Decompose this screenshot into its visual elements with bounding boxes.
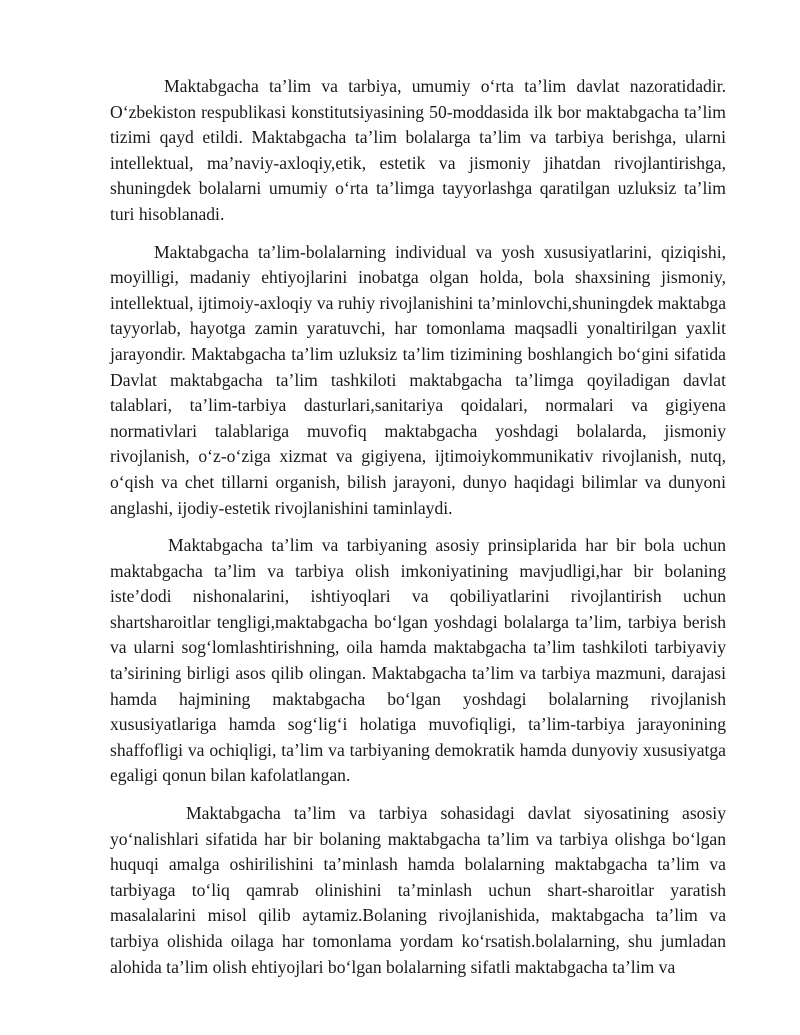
paragraph-4: Maktabgacha ta’lim va tarbiya sohasidagi davlat siyosatining asosiy yo‘nalishlari sifatida har bir bolaning maktabgacha ta’lim va tarbiya olishga bo‘lgan huquqi amalga oshirilishini ta’minlash hamda bolalarning maktabgacha ta’lim va tarbiyaga to‘liq qamrab olinishini ta’minlash uchun shart-sharoitlar yaratish masalalarini misol qilib aytamiz.Bolaning rivojlanishida, maktabgacha ta’lim va tarbiya olishida oilaga har tomonlama yordam ko‘rsatish.bolalarning, shu jumladan alohida ta’lim olish ehtiyojlari bo‘lgan bolalarning sifatli maktabgacha ta’lim va [110,803,726,977]
document-page [110,74,726,992]
paragraph-2: Maktabgacha ta’lim-bolalarning individual va yosh xususiyatlarini, qiziqishi, moyilligi, madaniy ehtiyojlarini inobatga olgan holda, bola shaxsining jismoniy, intellektual, ijtimoiy-axloqiy va ruhiy rivojlanishini ta’minlovchi,shuningdek maktabga tayyorlab, hayotga zamin yaratuvchi, har tomonlama maqsadli yonaltirilgan yaxlit jarayondir. Maktabgacha ta’lim uzluksiz ta’lim tizimining boshlangich bo‘gini sifatida Davlat maktabgacha ta’lim tashkiloti maktabgacha ta’limga qoyiladigan davlat talablari, ta’lim-tarbiya dasturlari,sanitariya qoidalari, normalari va gigiyena normativlari talablariga muvofiq maktabgacha yoshdagi bolalarda, jismoniy rivojlanish, o‘z-o‘ziga xizmat va gigiyena, ijtimoiykommunikativ rivojlanish, nutq, o‘qish va chet tillarni organish, bilish jarayoni, dunyo haqidagi bilimlar va dunyoni anglashi, ijodiy-estetik rivojlanishini taminlaydi. [110,241,726,518]
paragraph-3: Maktabgacha ta’lim va tarbiyaning asosiy prinsiplarida har bir bola uchun maktabgacha ta’lim va tarbiya olish imkoniyatining mavjudligi,har bir bolaning iste’dodi nishonalarini, ishtiyoqlari va qobiliyatlarini rivojlantirish uchun shartsharoitlar tengligi,maktabgacha bo‘lgan yoshdagi bolalarga ta’lim, tarbiya berish va ularni sog‘lomlashtirishning, oila hamda maktabgacha ta’lim tashkiloti tarbiyaviy ta’sirining birligi asos qilib olingan. Maktabgacha ta’lim va tarbiya mazmuni, darajasi hamda hajmining maktabgacha bo‘lgan yoshdagi bolalarning rivojlanish xususiyatlariga hamda sog‘lig‘i holatiga muvofiqligi, ta’lim-tarbiya jarayonining shaffofligi va ochiqligi, ta’lim va tarbiyaning demokratik hamda dunyoviy xususiyatga egaligi qonun bilan kafolatlangan. [110,535,726,786]
paragraph-1: Maktabgacha ta’lim va tarbiya, umumiy o‘rta ta’lim davlat nazoratidadir. O‘zbekiston respublikasi konstitutsiyasining 50-moddasida ilk bor maktabgacha ta’lim tizimi qayd etildi. Maktabgacha ta’lim bolalarga ta’lim va tarbiya berishga, ularni intellektual, ma’naviy-axloqiy,etik, estetik va jismoniy jihatdan rivojlantirishga, shuningdek bolalarni umumiy o‘rta ta’limga tayyorlashga qaratilgan uzluksiz ta’lim turi hisoblanadi. [110,76,726,224]
